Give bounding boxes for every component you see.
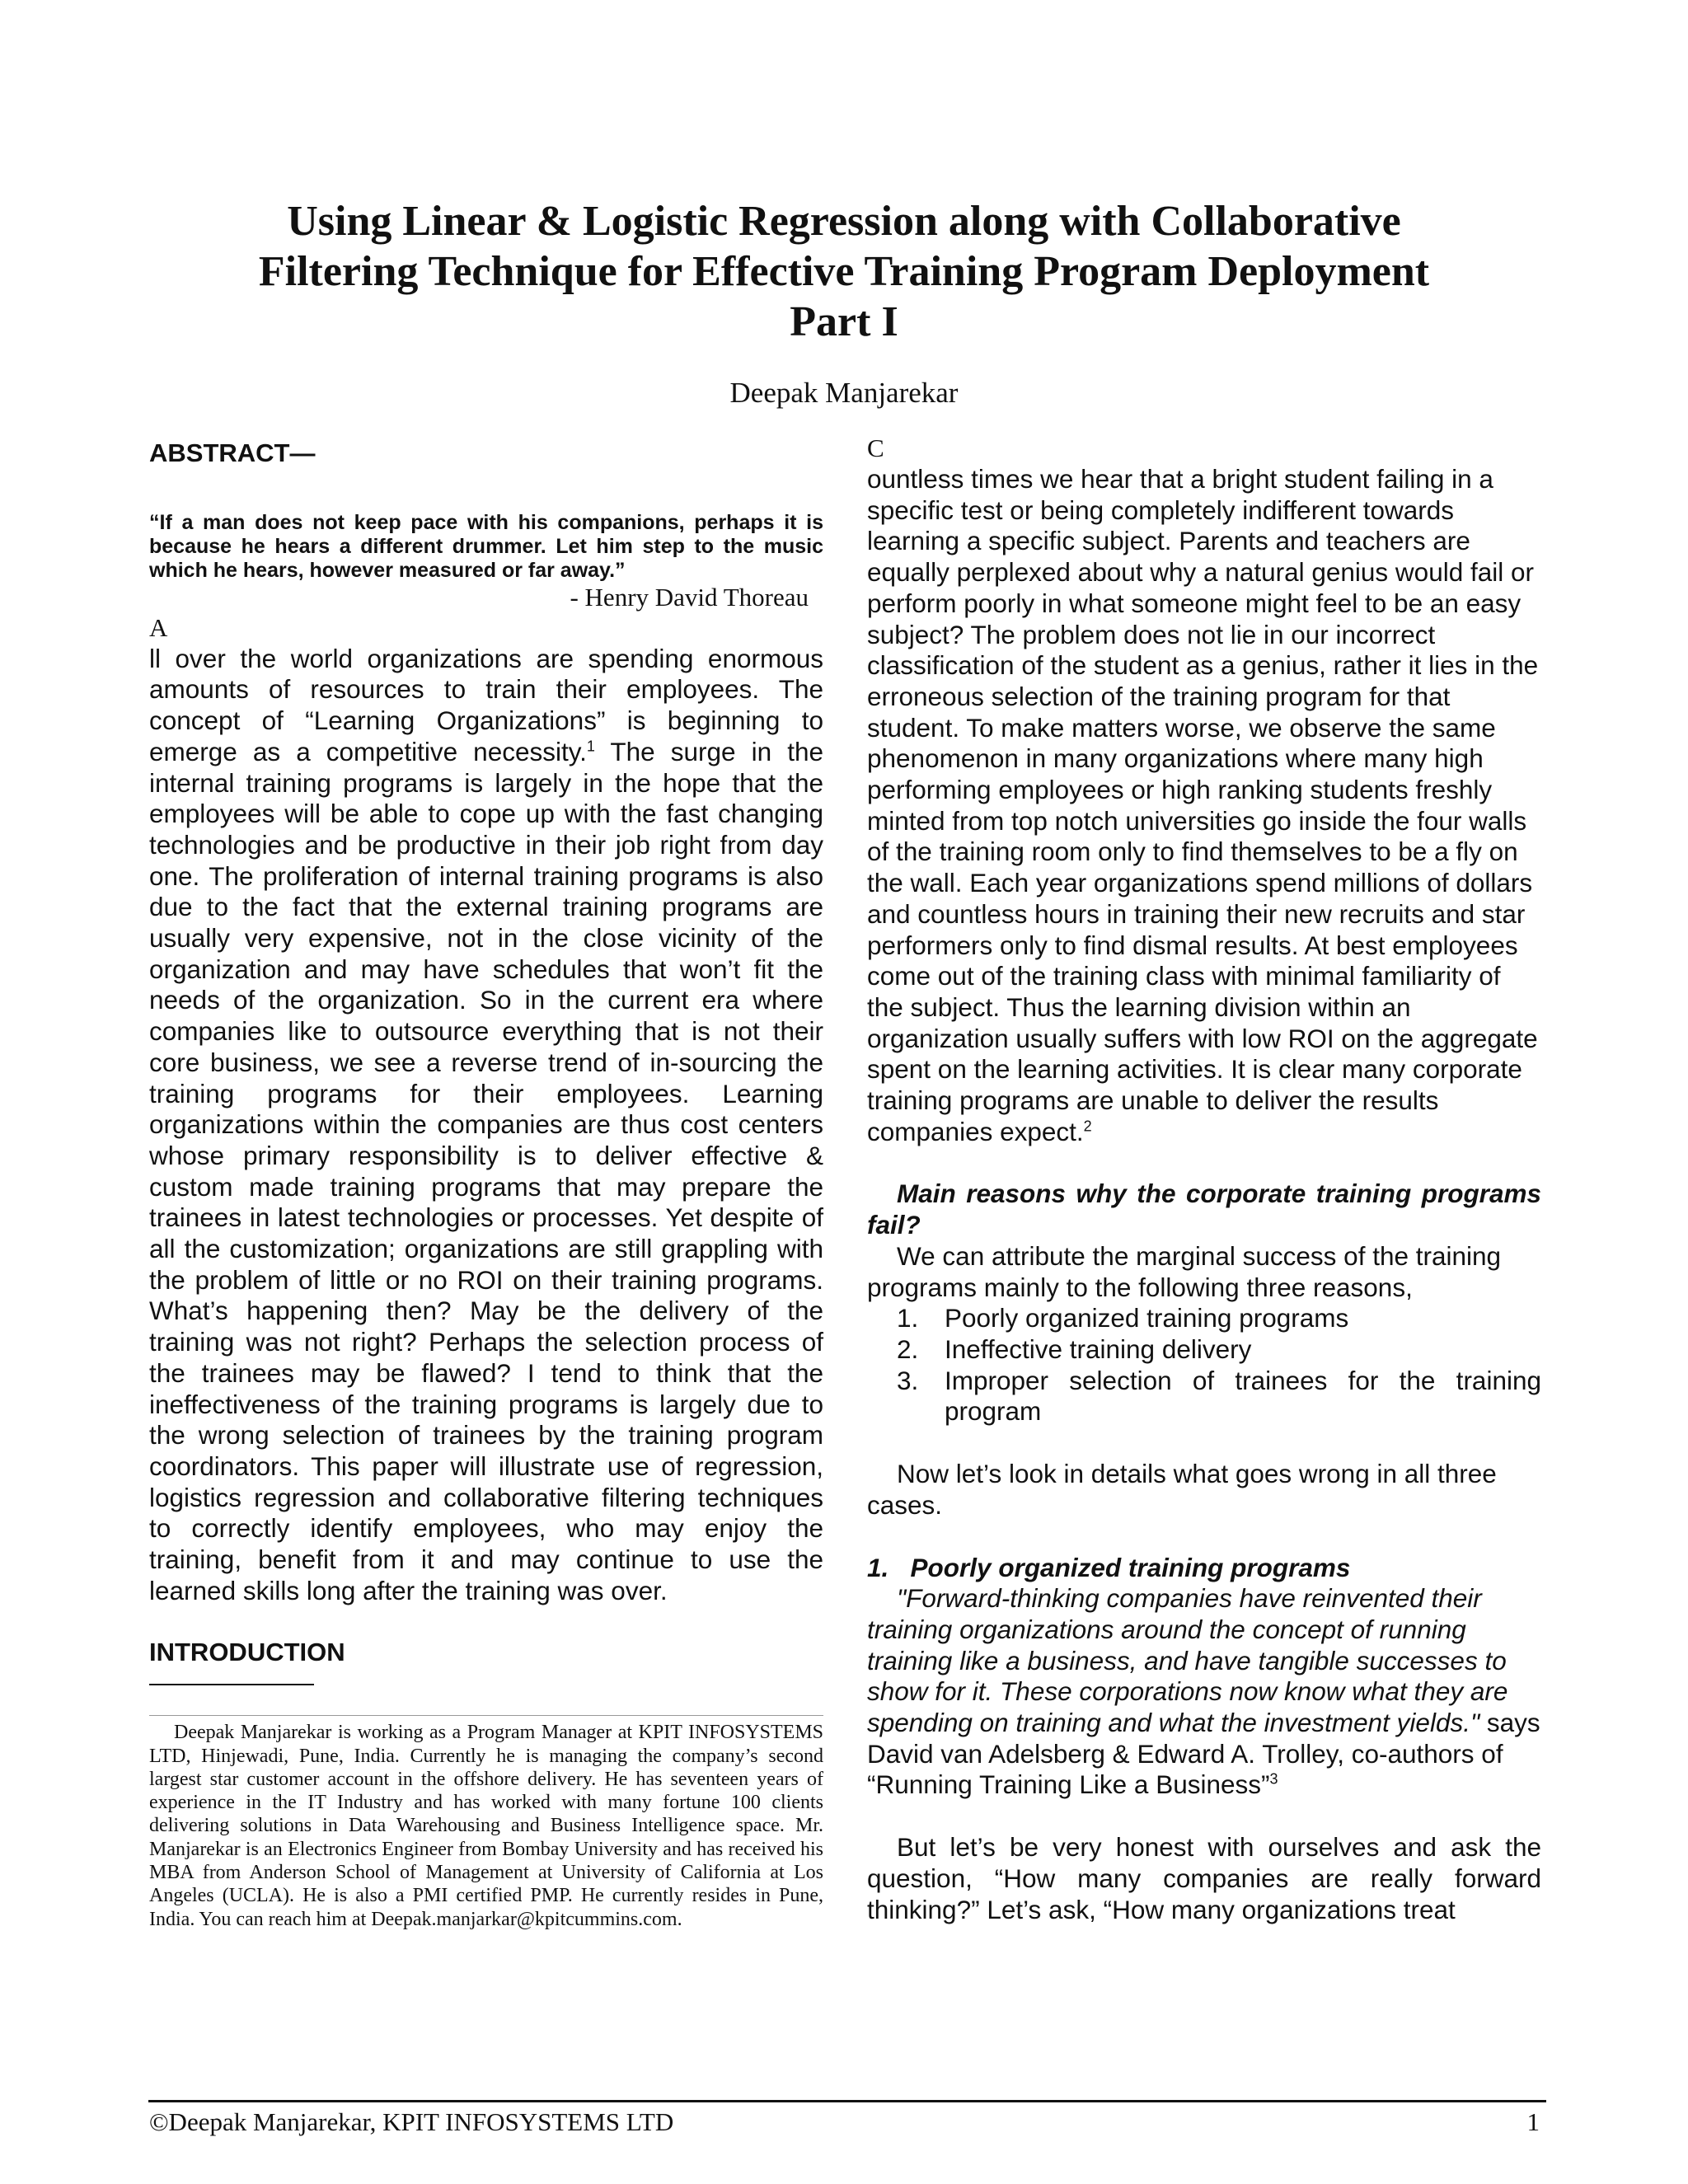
footnote-separator bbox=[149, 1684, 314, 1685]
intro-text: ountless times we hear that a bright student failing in a specific test or being completely indifferent towards learning a specific subject. Parents and teachers are equally perplexed about why a natural genius would fail or perform poorly in what someone might feel to be an easy subject? The problem does not lie in our incorrect classification of the student as a genius, rather it lies in the erroneous selection of the training program for that student. To make matters worse, we observe the same phenomenon in many organizations where many high performing employees or high ranking students freshly minted from top notch universities go inside the four walls of the training room only to find themselves to be a fly on the wall. Each year organizations spend millions of dollars and countless hours in training their new recruits and star performers only to find dismal results. At best employees come out of the training class with minimal familiarity of the subject. Thus the learning division within an organization usually suffers with low ROI on the aggregate spent on the learning activities. It is clear many corporate training programs are unable to deliver the results companies expect. bbox=[867, 464, 1539, 1146]
epigraph-quote: “If a man does not keep pace with his companions, perhaps it is because he hears a different drummer. Let him step to the music which he hears, however measured or far away.” bbox=[149, 510, 823, 582]
reasons-list bbox=[867, 1303, 1541, 1427]
footnote-ref-3[interactable]: 3 bbox=[1269, 1770, 1278, 1788]
title-line-1: Using Linear & Logistic Regression along with Collaborative bbox=[287, 198, 1401, 245]
section-1-paragraph bbox=[867, 1583, 1541, 1801]
footnote-ref-2[interactable]: 2 bbox=[1083, 1118, 1092, 1135]
right-column bbox=[867, 433, 1541, 1925]
introduction-body bbox=[867, 464, 1541, 1147]
details-paragraph: Now let’s look in details what goes wrong in all three cases. bbox=[867, 1459, 1497, 1520]
page-number: 1 bbox=[1526, 2107, 1540, 2136]
title-line-3: Part I bbox=[790, 298, 898, 345]
footer-copyright: ©Deepak Manjarekar, KPIT INFOSYSTEMS LTD bbox=[149, 2107, 674, 2136]
adelsberg-citation: says David van Adelsberg & Edward A. Trolley, co-authors of “Running Training Like a Business” bbox=[867, 1708, 1540, 1800]
abstract-heading: ABSTRACT— bbox=[149, 438, 316, 467]
abstract-drop-cap: A bbox=[149, 612, 168, 642]
abstract-text-1: ll over the world organizations are spending enormous amounts of resources to train their employees. The concept of “Learning Organizations” is beginning to emerge as a competitive necessity. bbox=[149, 643, 823, 766]
footnote-ref-1[interactable]: 1 bbox=[586, 738, 595, 755]
list-item: 2. Ineffective training delivery bbox=[897, 1333, 1252, 1364]
introduction-heading: INTRODUCTION bbox=[149, 1637, 345, 1666]
abstract-text-2: The surge in the internal training programs is largely in the hope that the employees will be able to cope up with the fast changing technologies and be productive in their job right from day one. The proliferation of internal training programs is also due to the fact that the external training programs are usually very expensive, not in the close vicinity of the organization and may have schedules that won’t fit the needs of the organization. So in the current era where companies like to outsource everything that is not their core business, we see a reverse trend of in-sourcing the training programs for their employees. Learning organizations within the companies are thus cost centers whose primary responsibility is to deliver effective & custom made training programs that may prepare the trainees in latest technologies or processes. Yet despite of all the customization; organizations are still grappling with the problem of little or no ROI on their training programs. What’s happening then? May be the delivery of the training was not right? Perhaps the selection process of the trainees may be flawed? I tend to think that the ineffectiveness of the training programs is largely due to the wrong selection of trainees by the training program coordinators. This paper will illustrate use of regression, logistics regression and collaborative filtering techniques to correctly identify employees, who may enjoy the training, benefit from it and may continue to use the learned skills long after the training was over. bbox=[149, 736, 823, 1605]
epigraph-attribution: - Henry David Thoreau bbox=[570, 582, 809, 612]
title-line-2: Filtering Technique for Effective Training Program Deployment bbox=[258, 248, 1430, 295]
left-column bbox=[149, 433, 823, 1931]
reasons-intro: We can attribute the marginal success of the training programs mainly to the following three reasons, bbox=[867, 1240, 1502, 1302]
reasons-heading: Main reasons why the corporate training programs fail? bbox=[867, 1179, 1541, 1240]
author-footnote: Deepak Manjarekar is working as a Program Manager at KPIT INFOSYSTEMS LTD, Hinjewadi, Pune, India. Currently he is managing the company’s second largest star customer account in the offshore delivery. He has seventeen years of experience in the IT Industry and has worked with many fortune 100 clients delivering solutions in Data Warehousing and Business Intelligence space. Mr. Manjarekar is an Electronics Engineer from Bombay University and has received his MBA from Anderson School of Management at University of California at Los Angeles (UCLA). He is also a PMI certified PMP. He currently resides in Pune, India. You can reach him at Deepak.manjarkar@kpitcummins.com. bbox=[149, 1715, 823, 1931]
footer-rule bbox=[148, 2100, 1546, 2102]
intro-drop-cap: C bbox=[867, 434, 884, 462]
list-item: 3. Improper selection of trainees for the training program bbox=[897, 1365, 1541, 1427]
adelsberg-quote: "Forward-thinking companies have reinvented their training organizations around the concept of running training like a business, and have tangible successes to show for it. These corporations now know what they are spending on training and what the investment yields." bbox=[867, 1583, 1508, 1738]
paper-title bbox=[148, 196, 1540, 347]
closing-paragraph: But let’s be very honest with ourselves and ask the question, “How many companies are really forward thinking?” Let’s ask, “How many organizations treat bbox=[867, 1832, 1541, 1924]
abstract-body bbox=[149, 644, 823, 1607]
author-name: Deepak Manjarekar bbox=[729, 377, 959, 409]
list-item: 1. Poorly organized training programs bbox=[897, 1303, 1349, 1333]
section-1-heading: 1. Poorly organized training programs bbox=[867, 1552, 1351, 1582]
